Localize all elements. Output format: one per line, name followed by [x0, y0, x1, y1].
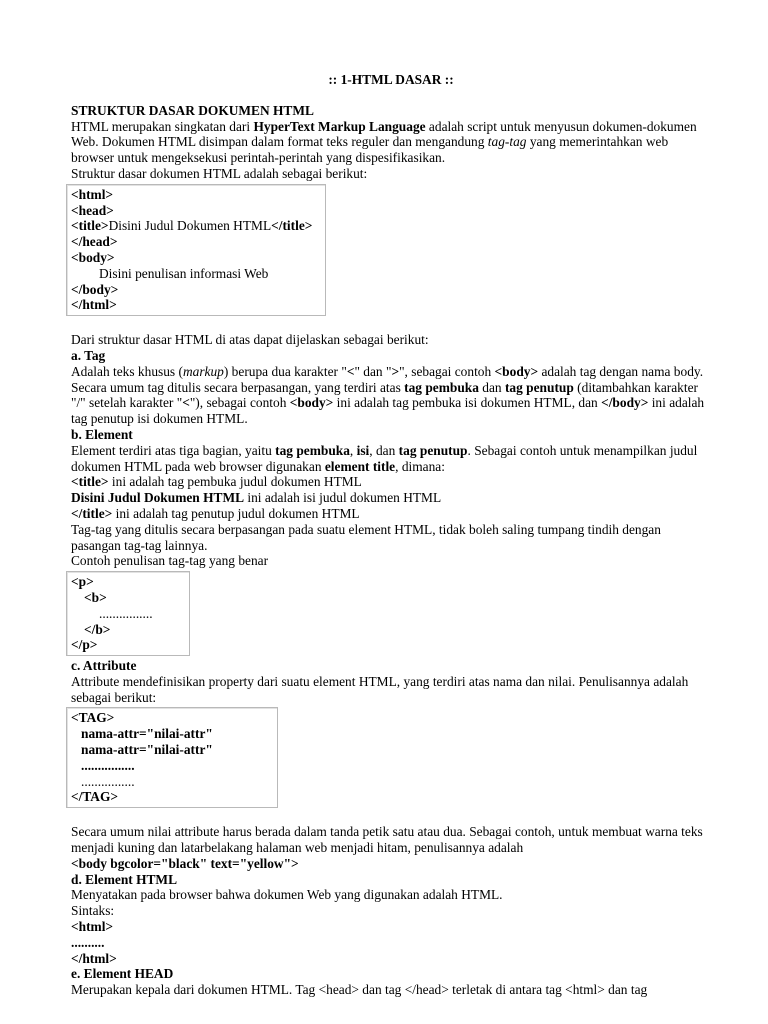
code-line: <head>	[71, 202, 114, 218]
section-heading: d. Element HTML	[71, 871, 178, 887]
element-paragraph: Element terdiri atas tiga bagian, yaitu tag pembuka, isi, dan tag penutup. Sebagai contoh untuk menampilkan judul dokumen HTML pada web browser digunakan element title, dimana:	[71, 442, 698, 474]
document-page	[71, 72, 711, 998]
element-head-paragraph: Merupakan kepala dari dokumen HTML. Tag <head> dan tag </head> terletak di antara tag <html> dan tag	[71, 982, 648, 998]
code-box-structure	[66, 184, 326, 316]
section-element-head	[71, 966, 711, 998]
section-heading: c. Attribute	[71, 658, 137, 674]
code-box-nesting	[66, 571, 190, 656]
code-line: <b>	[84, 589, 107, 605]
code-line: ..........	[71, 934, 105, 950]
tag-paragraph: Secara umum tag ditulis secara berpasangan, yang terdiri atas tag pembuka dan tag penutup (ditambahkan karakter "/" setelah karakter "<"), sebagai contoh <body> ini adalah tag pembuka isi dokumen HTML, dan </body> ini adalah tag penutup isi dokumen HTML.	[71, 379, 705, 427]
code-line: <title>Disini Judul Dokumen HTML</title>	[71, 218, 313, 234]
element-paragraph: Tag-tag yang ditulis secara berpasangan pada suatu element HTML, tidak boleh saling tumpang tindih dengan pasangan tag-tag lainnya.	[71, 521, 661, 553]
code-line: <TAG>	[71, 710, 115, 726]
section-attr-note	[71, 824, 711, 871]
code-line: </body>	[71, 281, 119, 297]
code-line: Disini penulisan informasi Web	[99, 265, 269, 281]
code-line: <html>	[71, 186, 114, 202]
attribute-paragraph: Attribute mendefinisikan property dari suatu element HTML, yang terdiri atas nama dan nilai. Penulisannya adalah sebagai berikut:	[71, 673, 689, 705]
code-line: </html>	[71, 950, 117, 966]
code-box-attribute	[66, 707, 278, 808]
section-attribute	[71, 658, 711, 705]
code-line: <html>	[71, 919, 114, 935]
element-paragraph: Contoh penulisan tag-tag yang benar	[71, 553, 269, 569]
document-title: :: 1-HTML DASAR ::	[328, 72, 454, 87]
code-line: ................	[81, 757, 135, 773]
element-html-paragraph: Menyatakan pada browser bahwa dokumen Web yang digunakan adalah HTML.	[71, 887, 503, 903]
code-line: <body>	[71, 249, 115, 265]
code-line: </TAG>	[71, 789, 119, 805]
section-tag	[71, 348, 711, 427]
code-line: <p>	[71, 574, 94, 590]
code-line: </html>	[71, 297, 117, 313]
code-line: ................	[81, 773, 135, 789]
element-html-paragraph: Sintaks:	[71, 903, 115, 919]
section-heading: b. Element	[71, 426, 133, 442]
explain-paragraph: Dari struktur dasar HTML di atas dapat dijelaskan sebagai berikut:	[71, 332, 429, 348]
section-intro	[71, 103, 711, 182]
code-line: ................	[99, 605, 153, 621]
attr-note-paragraph: Secara umum nilai attribute harus berada dalam tanda petik satu atau dua. Sebagai contoh, untuk membuat warna teks menjadi kuning dan latarbelakang halaman web menjadi hitam, penulisannya adalah	[71, 824, 703, 856]
element-line: </title> ini adalah tag penutup judul dokumen HTML	[71, 505, 360, 521]
intro-paragraph: HTML merupakan singkatan dari HyperText Markup Language adalah script untuk menyusun dokumen-dokumen Web. Dokumen HTML disimpan dalam format teks reguler dan mengandung tag-tag yang memerintahkan web browser untuk mengeksekusi perintah-perintah yang dispesifikasikan.	[71, 118, 697, 166]
section-heading: STRUKTUR DASAR DOKUMEN HTML	[71, 102, 314, 118]
intro-paragraph: Struktur dasar dokumen HTML adalah sebagai berikut:	[71, 165, 368, 181]
code-line: </p>	[71, 637, 98, 653]
code-line: nama-attr="nilai-attr"	[81, 726, 213, 742]
element-line: <title> ini adalah tag pembuka judul dokumen HTML	[71, 474, 362, 490]
attr-note-code: <body bgcolor="black" text="yellow">	[71, 855, 299, 871]
section-heading: e. Element HEAD	[71, 966, 174, 982]
section-element-html	[71, 872, 711, 967]
code-line: </head>	[71, 234, 118, 250]
section-heading: a. Tag	[71, 347, 106, 363]
tag-paragraph: Adalah teks khusus (markup) berupa dua karakter "<" dan ">", sebagai contoh <body> adalah tag dengan nama body.	[71, 363, 704, 379]
element-line: Disini Judul Dokumen HTML ini adalah isi judul dokumen HTML	[71, 490, 442, 506]
section-element	[71, 427, 711, 569]
code-line: nama-attr="nilai-attr"	[81, 742, 213, 758]
code-line: </b>	[84, 621, 111, 637]
